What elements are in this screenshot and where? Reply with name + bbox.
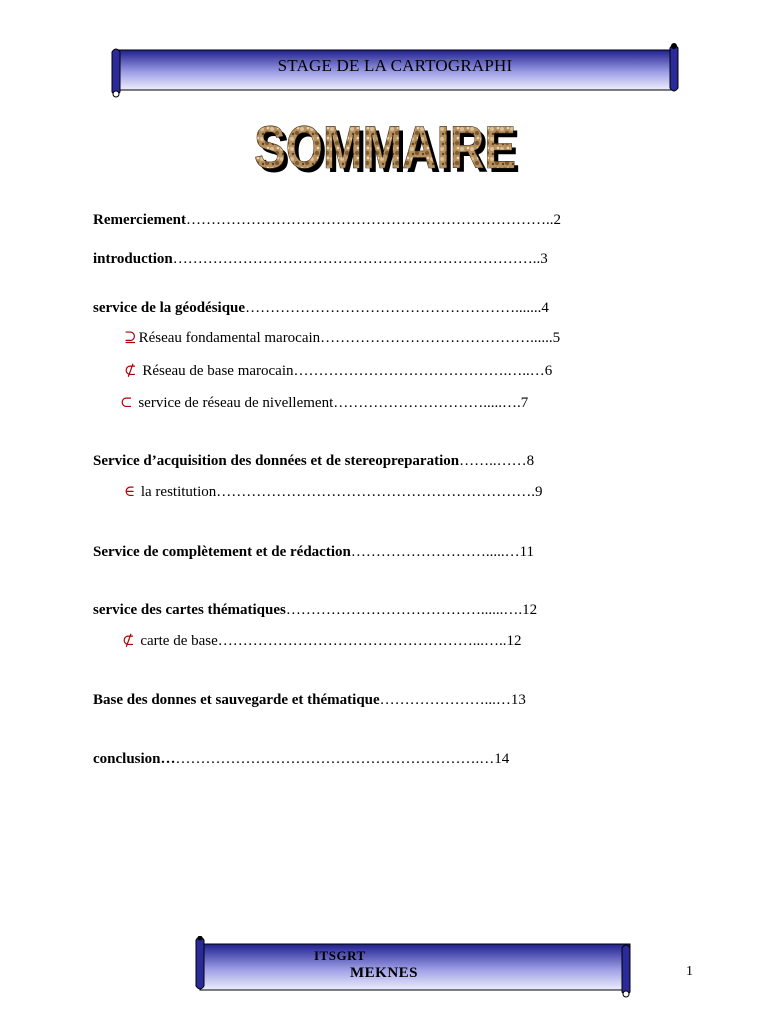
toc-subentry-reseau-fondamental: ⊇ Réseau fondamental marocain……………………………………......5 [124,330,561,346]
toc-entry-base-donnees: Base des donnes et sauvegarde et thématique…………………...…13 [93,692,526,708]
toc-entry-introduction: introduction………………………………………………………………..3 [93,251,548,267]
subset-symbol-icon: ⊂ [120,395,133,411]
toc-entry-completement: Service de complètement et de rédaction……………………….....…11 [93,544,535,560]
toc-subentry-reseau-base: ⊄ Réseau de base marocain…………………………………….…..…6 [124,363,553,379]
header-title: STAGE DE LA CARTOGRAPHI [277,56,513,75]
toc-entry-acquisition: Service d’acquisition des données et de stereopreparation……..……8 [93,453,535,469]
sommaire-heading [250,116,522,178]
toc-subentry-carte-base: ⊄ carte de base……………………………………………...…..12 [122,633,522,649]
footer-institute: ITSGRT [314,948,366,963]
toc-entry-remerciement: Remerciement………………………………………………………………..2 [93,212,562,228]
page-number: 1 [686,964,693,979]
footer-city: MEKNES [350,965,419,981]
toc-entry-geodesique: service de la géodésique……………………………………………….......4 [93,300,549,316]
toc-subentry-restitution: ∈ la restitution……………………………………………………….9 [124,484,543,500]
sommaire-heading-text: SOMMAIRE [254,116,516,178]
not-subset-symbol-icon: ⊄ [122,633,135,649]
superset-symbol-icon: ⊇ [124,330,137,346]
not-subset-symbol-icon: ⊄ [124,363,137,379]
element-of-symbol-icon: ∈ [124,484,136,500]
footer-banner [192,936,634,1000]
header-banner [108,42,682,100]
toc-entry-conclusion: conclusion……………………………………………………….…14 [93,751,510,767]
toc-entry-cartes-thematiques: service des cartes thématiques…………………………………......….12 [93,602,538,618]
toc-subentry-nivellement: ⊂ service de réseau de nivellement………………………….....….7 [120,395,529,411]
svg-text:SOMMAIRE: SOMMAIRE [258,118,520,178]
